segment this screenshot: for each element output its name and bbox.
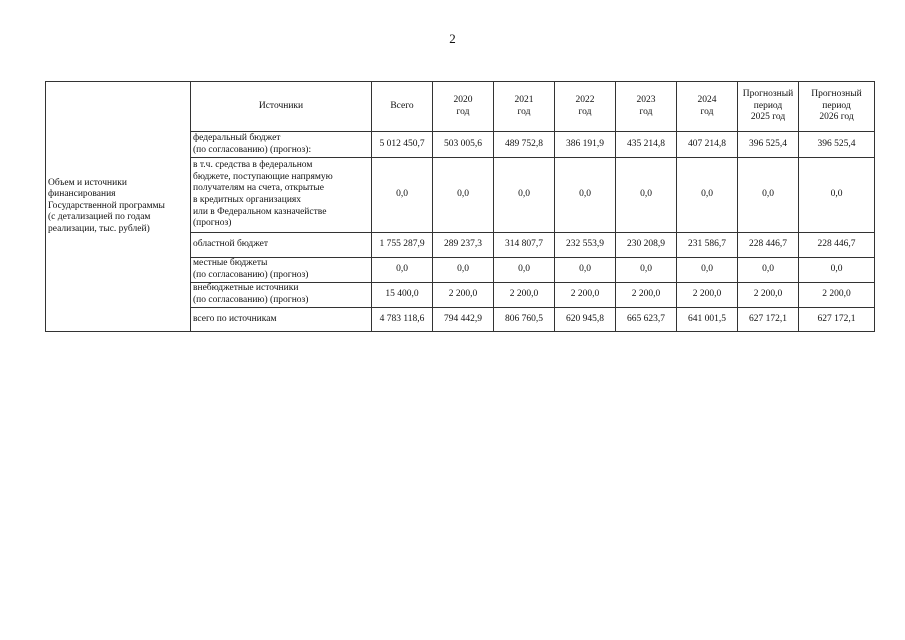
value-cell: 2 200,0 [555, 283, 616, 308]
value-cell: 232 553,9 [555, 233, 616, 258]
value-cell: 794 442,9 [433, 308, 494, 332]
header-year-2020: 2020 год [433, 82, 494, 132]
header-total: Всего [372, 82, 433, 132]
program-financing-label: Объем и источники финансирования Государственной программы (с детализацией по годам реализации, тыс. рублей) [46, 82, 191, 332]
value-cell: 2 200,0 [433, 283, 494, 308]
value-cell: 1 755 287,9 [372, 233, 433, 258]
value-cell: 2 200,0 [494, 283, 555, 308]
header-row [46, 82, 875, 132]
value-cell: 0,0 [372, 258, 433, 283]
value-cell: 0,0 [555, 258, 616, 283]
value-cell: 627 172,1 [738, 308, 799, 332]
value-cell: 289 237,3 [433, 233, 494, 258]
source-label: областной бюджет [191, 233, 372, 258]
value-cell: 4 783 118,6 [372, 308, 433, 332]
value-cell: 503 005,6 [433, 132, 494, 158]
value-cell: 2 200,0 [799, 283, 875, 308]
header-sources: Источники [191, 82, 372, 132]
value-cell: 230 208,9 [616, 233, 677, 258]
source-label: всего по источникам [191, 308, 372, 332]
value-cell: 0,0 [738, 258, 799, 283]
value-cell: 0,0 [799, 158, 875, 233]
value-cell: 489 752,8 [494, 132, 555, 158]
header-forecast-2025: Прогнозный период 2025 год [738, 82, 799, 132]
value-cell: 0,0 [494, 258, 555, 283]
value-cell: 5 012 450,7 [372, 132, 433, 158]
value-cell: 2 200,0 [738, 283, 799, 308]
value-cell: 665 623,7 [616, 308, 677, 332]
value-cell: 228 446,7 [738, 233, 799, 258]
value-cell: 314 807,7 [494, 233, 555, 258]
value-cell: 0,0 [433, 158, 494, 233]
value-cell: 386 191,9 [555, 132, 616, 158]
source-label: в т.ч. средства в федеральном бюджете, поступающие напрямую получателям на счета, открытые в кредитных организациях или в Федеральном казначействе (прогноз) [191, 158, 372, 233]
value-cell: 0,0 [616, 158, 677, 233]
value-cell: 620 945,8 [555, 308, 616, 332]
value-cell: 627 172,1 [799, 308, 875, 332]
value-cell: 228 446,7 [799, 233, 875, 258]
source-label: федеральный бюджет (по согласованию) (прогноз): [191, 132, 372, 158]
header-year-2023: 2023 год [616, 82, 677, 132]
financing-table [45, 81, 875, 332]
value-cell: 396 525,4 [738, 132, 799, 158]
value-cell: 396 525,4 [799, 132, 875, 158]
value-cell: 231 586,7 [677, 233, 738, 258]
value-cell: 641 001,5 [677, 308, 738, 332]
value-cell: 0,0 [555, 158, 616, 233]
page-number: 2 [449, 31, 456, 46]
value-cell: 0,0 [616, 258, 677, 283]
value-cell: 0,0 [677, 258, 738, 283]
value-cell: 0,0 [372, 158, 433, 233]
source-label: местные бюджеты (по согласованию) (прогноз) [191, 258, 372, 283]
value-cell: 806 760,5 [494, 308, 555, 332]
value-cell: 2 200,0 [677, 283, 738, 308]
header-year-2024: 2024 год [677, 82, 738, 132]
value-cell: 15 400,0 [372, 283, 433, 308]
value-cell: 2 200,0 [616, 283, 677, 308]
header-forecast-2026: Прогнозный период 2026 год [799, 82, 875, 132]
value-cell: 0,0 [738, 158, 799, 233]
source-label: внебюджетные источники (по согласованию) (прогноз) [191, 283, 372, 308]
value-cell: 0,0 [677, 158, 738, 233]
value-cell: 0,0 [433, 258, 494, 283]
header-year-2022: 2022 год [555, 82, 616, 132]
value-cell: 435 214,8 [616, 132, 677, 158]
value-cell: 0,0 [799, 258, 875, 283]
value-cell: 407 214,8 [677, 132, 738, 158]
value-cell: 0,0 [494, 158, 555, 233]
header-year-2021: 2021 год [494, 82, 555, 132]
